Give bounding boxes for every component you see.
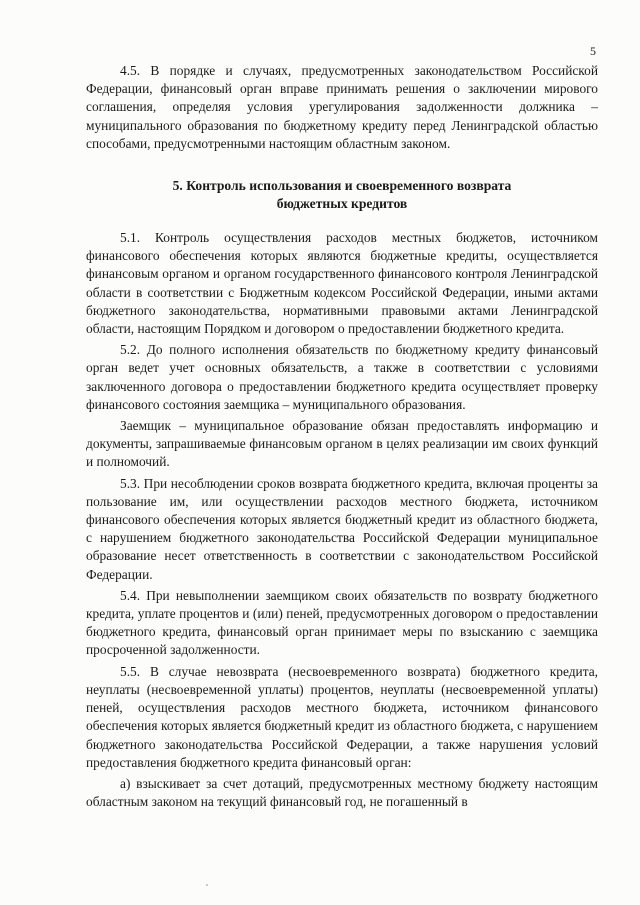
section-heading-line-1: 5. Контроль использования и своевременного возврата	[172, 178, 512, 194]
scan-artifact	[206, 884, 208, 886]
paragraph-5-3: 5.3. При несоблюдении сроков возврата бюджетного кредита, включая проценты за пользование им, или осуществлении расходов местного бюджета, источником финансового обеспечения которых является бюджетный кредит из областного бюджета, с нарушением бюджетного законодательства Российской Федерации муниципальное образование несет ответственность в соответствии с законодательством Российской Федерации.	[86, 475, 598, 582]
document-body	[86, 62, 598, 811]
paragraph-4-5: 4.5. В порядке и случаях, предусмотренных законодательством Российской Федерации, финансовый орган вправе принимать решения о заключении мирового соглашения, определяя условия урегулирования задолженности должника – муниципального образования по бюджетному кредиту перед Ленинградской областью способами, предусмотренными настоящим областным законом.	[86, 63, 598, 151]
paragraph-5-4: 5.4. При невыполнении заемщиком своих обязательств по возврату бюджетного кредита, уплате процентов и (или) пеней, предусмотренных договором о предоставлении бюджетного кредита, финансовый орган принимает меры по взысканию с заемщика просроченной задолженности.	[86, 587, 598, 658]
section-heading-line-2: бюджетных кредитов	[276, 196, 408, 212]
paragraph-borrower-obligation: Заемщик – муниципальное образование обязан предоставлять информацию и документы, запрашиваемые финансовым органом в целях реализации им своих функций и полномочий.	[86, 418, 598, 470]
paragraph-5-2: 5.2. До полного исполнения обязательств по бюджетному кредиту финансовый орган ведет учет основных обязательств, а также в соответствии с условиями заключенного договора о предоставлении бюджетного кредита осуществляет проверку финансового состояния заемщика – муниципального образования.	[86, 342, 598, 412]
paragraph-5-5: 5.5. В случае невозврата (несвоевременного возврата) бюджетного кредита, неуплаты (несвоевременной уплаты) процентов, неуплаты (несвоевременной уплаты) пеней, осуществления расходов местного бюджета, источником финансового обеспечения которых является бюджетный кредит из областного бюджета, с нарушением бюджетного законодательства Российской Федерации, а также нарушения условий предоставления бюджетного кредита финансовый орган:	[86, 663, 598, 770]
paragraph-5-5-a: а) взыскивает за счет дотаций, предусмотренных местному бюджету настоящим областным законом на текущий финансовый год, не погашенный в	[86, 775, 598, 810]
section-heading	[86, 177, 598, 213]
page-number: 5	[590, 44, 596, 58]
paragraph-5-1: 5.1. Контроль осуществления расходов местных бюджетов, источником финансового обеспечения которых являются бюджетные кредиты, осуществляется финансовым органом и органом государственного финансового контроля Ленинградской области в соответствии с Бюджетным кодексом Российской Федерации, иными актами бюджетного законодательства, нормативными правовыми актами Ленинградской области, настоящим Порядком и договором о предоставлении бюджетного кредита.	[86, 230, 598, 337]
